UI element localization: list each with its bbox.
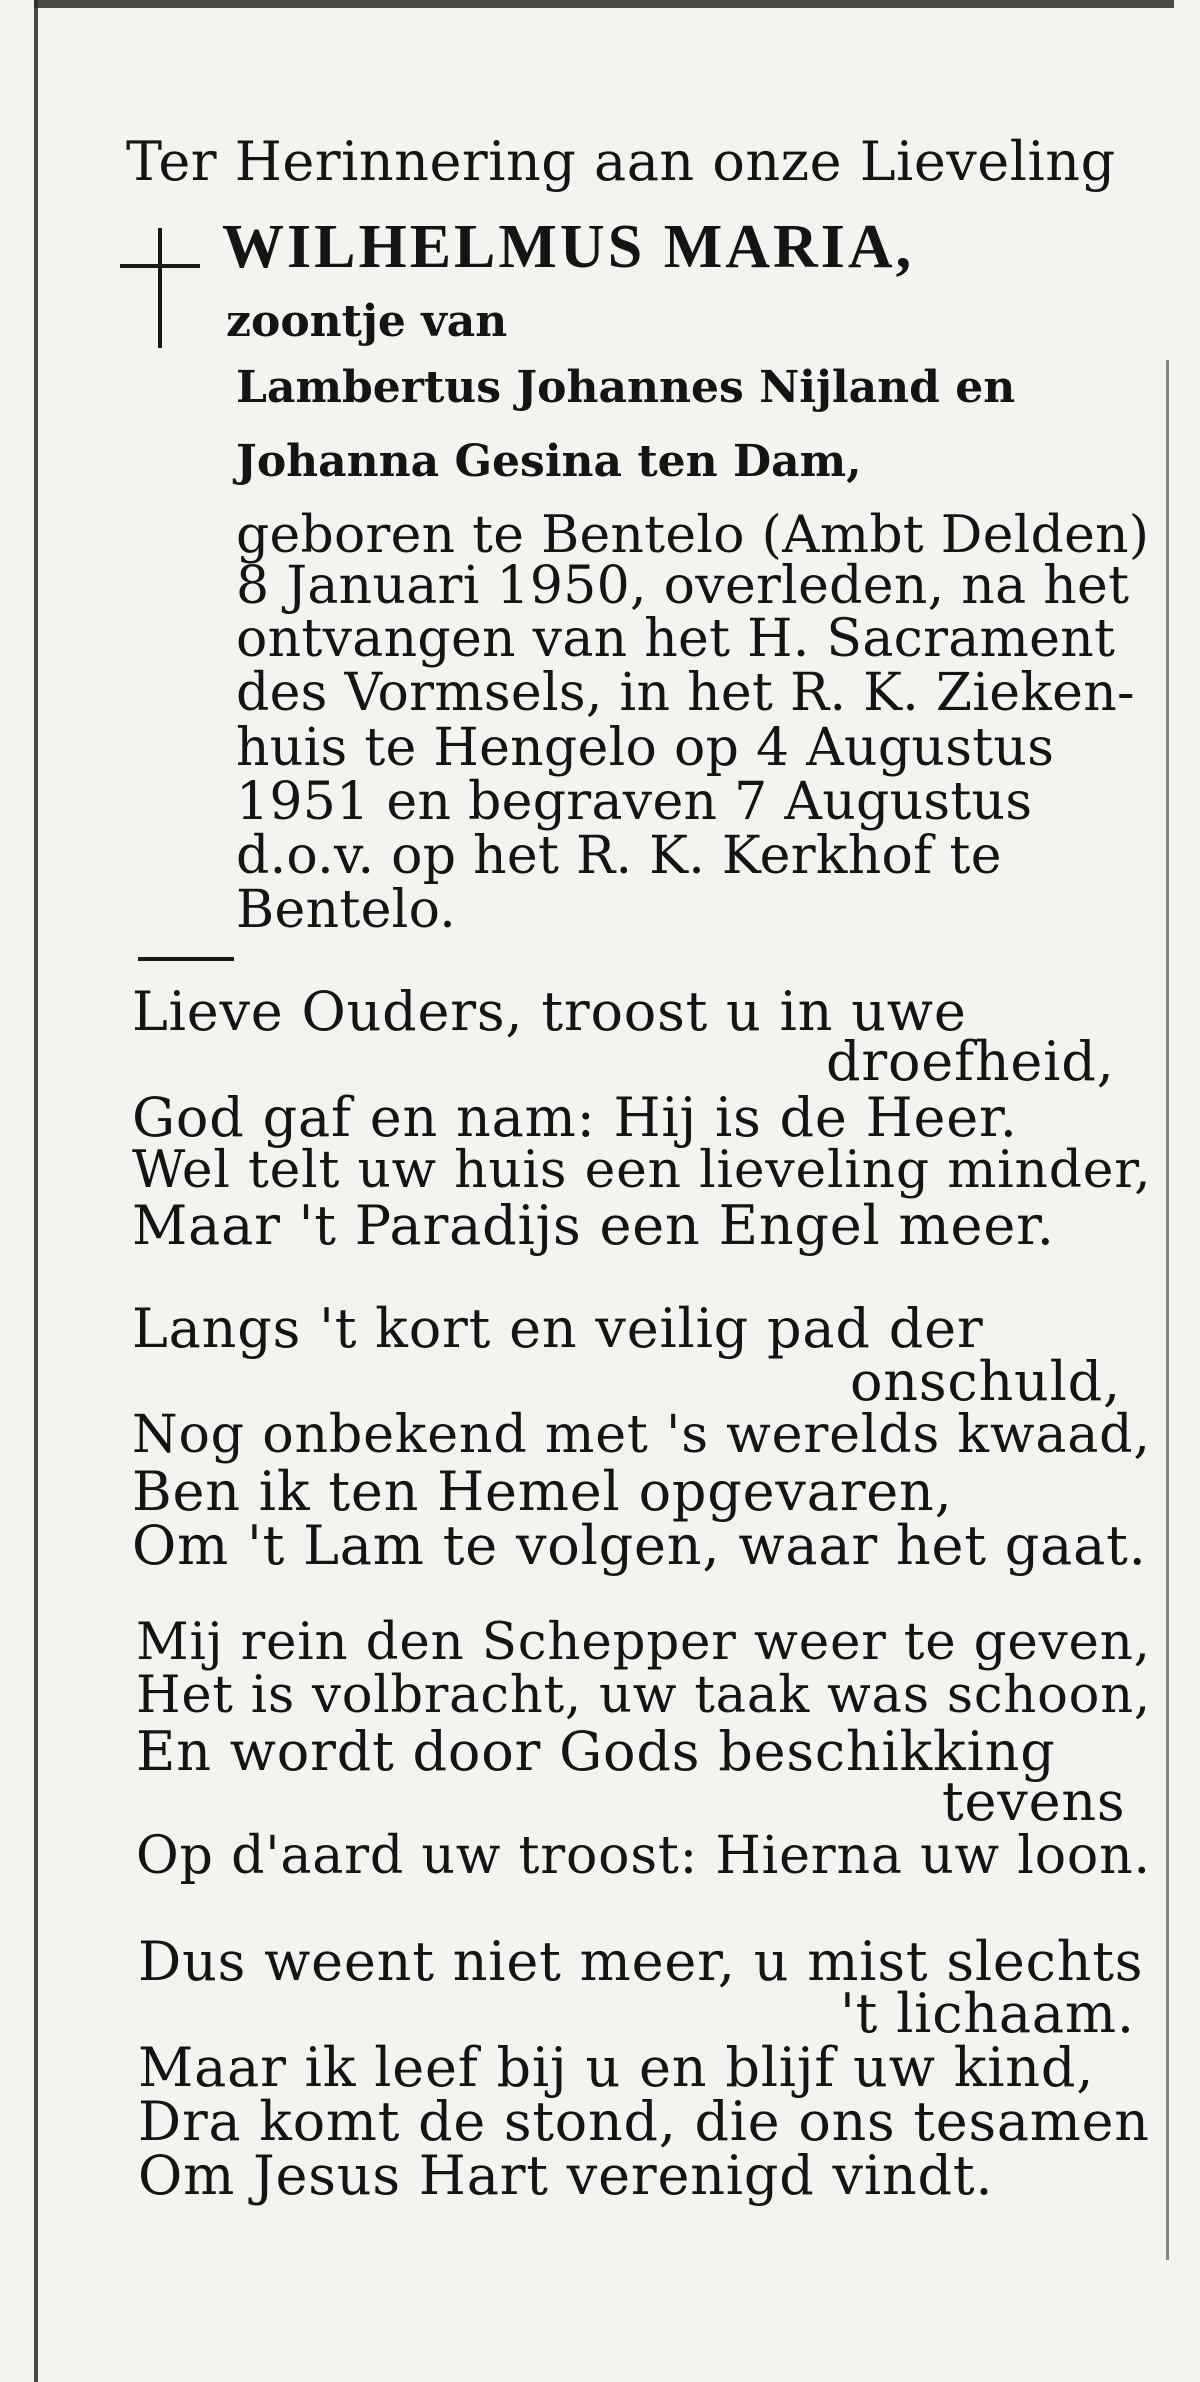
poem-line: droefheid, bbox=[826, 1030, 1115, 1093]
bio-line: des Vormsels, in het R. K. Zieken- bbox=[236, 663, 1135, 723]
poem-line: Mij rein den Schepper weer te geven, bbox=[136, 1612, 1151, 1672]
poem-line: Op d'aard uw troost: Hierna uw loon. bbox=[136, 1826, 1151, 1886]
card-border-right bbox=[1166, 360, 1169, 2260]
poem-line: Dra komt de stond, die ons tesamen bbox=[138, 2090, 1150, 2153]
bio-line: 1951 en begraven 7 Augustus bbox=[236, 772, 1033, 832]
bio-line: ontvangen van het H. Sacrament bbox=[236, 609, 1116, 669]
father-name: Lambertus Johannes Nijland en bbox=[236, 362, 1016, 413]
bio-line: d.o.v. op het R. K. Kerkhof te bbox=[236, 826, 1002, 886]
poem-line: Ben ik ten Hemel opgevaren, bbox=[132, 1460, 953, 1523]
poem-line: Om 't Lam te volgen, waar het gaat. bbox=[132, 1514, 1147, 1577]
bio-line: Bentelo. bbox=[236, 880, 457, 940]
card-border-top bbox=[34, 0, 1174, 8]
poem-line: 't lichaam. bbox=[840, 1982, 1135, 2045]
poem-line: Langs 't kort en veilig pad der bbox=[132, 1297, 984, 1360]
poem-line: Het is volbracht, uw taak was schoon, bbox=[136, 1666, 1151, 1725]
poem-line: Wel telt uw huis een lieveling minder, bbox=[132, 1140, 1152, 1200]
poem-line: God gaf en nam: Hij is de Heer. bbox=[132, 1086, 1018, 1149]
bio-line: 8 Januari 1950, overleden, na het bbox=[236, 556, 1130, 616]
poem-line: onschuld, bbox=[850, 1350, 1122, 1413]
son-of-text: zoontje van bbox=[226, 296, 508, 347]
intro-line: Ter Herinnering aan onze Lieveling bbox=[126, 130, 1116, 193]
poem-line: Nog onbekend met 's werelds kwaad, bbox=[132, 1405, 1151, 1465]
poem-line: Maar 't Paradijs een Engel meer. bbox=[132, 1194, 1055, 1257]
cross-icon bbox=[120, 228, 200, 348]
bio-line: huis te Hengelo op 4 Augustus bbox=[236, 718, 1055, 778]
mother-name: Johanna Gesina ten Dam, bbox=[236, 436, 862, 487]
poem-line: tevens bbox=[942, 1770, 1126, 1833]
poem-line: Om Jesus Hart verenigd vindt. bbox=[138, 2144, 994, 2207]
deceased-name: WILHELMUS MARIA, bbox=[222, 213, 915, 281]
bio-line: geboren te Bentelo (Ambt Delden) bbox=[236, 505, 1150, 565]
poem-line: Maar ik leef bij u en blijf uw kind, bbox=[138, 2036, 1095, 2099]
card-border-left bbox=[34, 0, 38, 2382]
divider bbox=[138, 957, 234, 961]
poem-line: Lieve Ouders, troost u in uwe bbox=[132, 980, 967, 1043]
poem-line: Dus weent niet meer, u mist slechts bbox=[138, 1930, 1144, 1993]
poem-line: En wordt door Gods beschikking bbox=[136, 1720, 1056, 1783]
